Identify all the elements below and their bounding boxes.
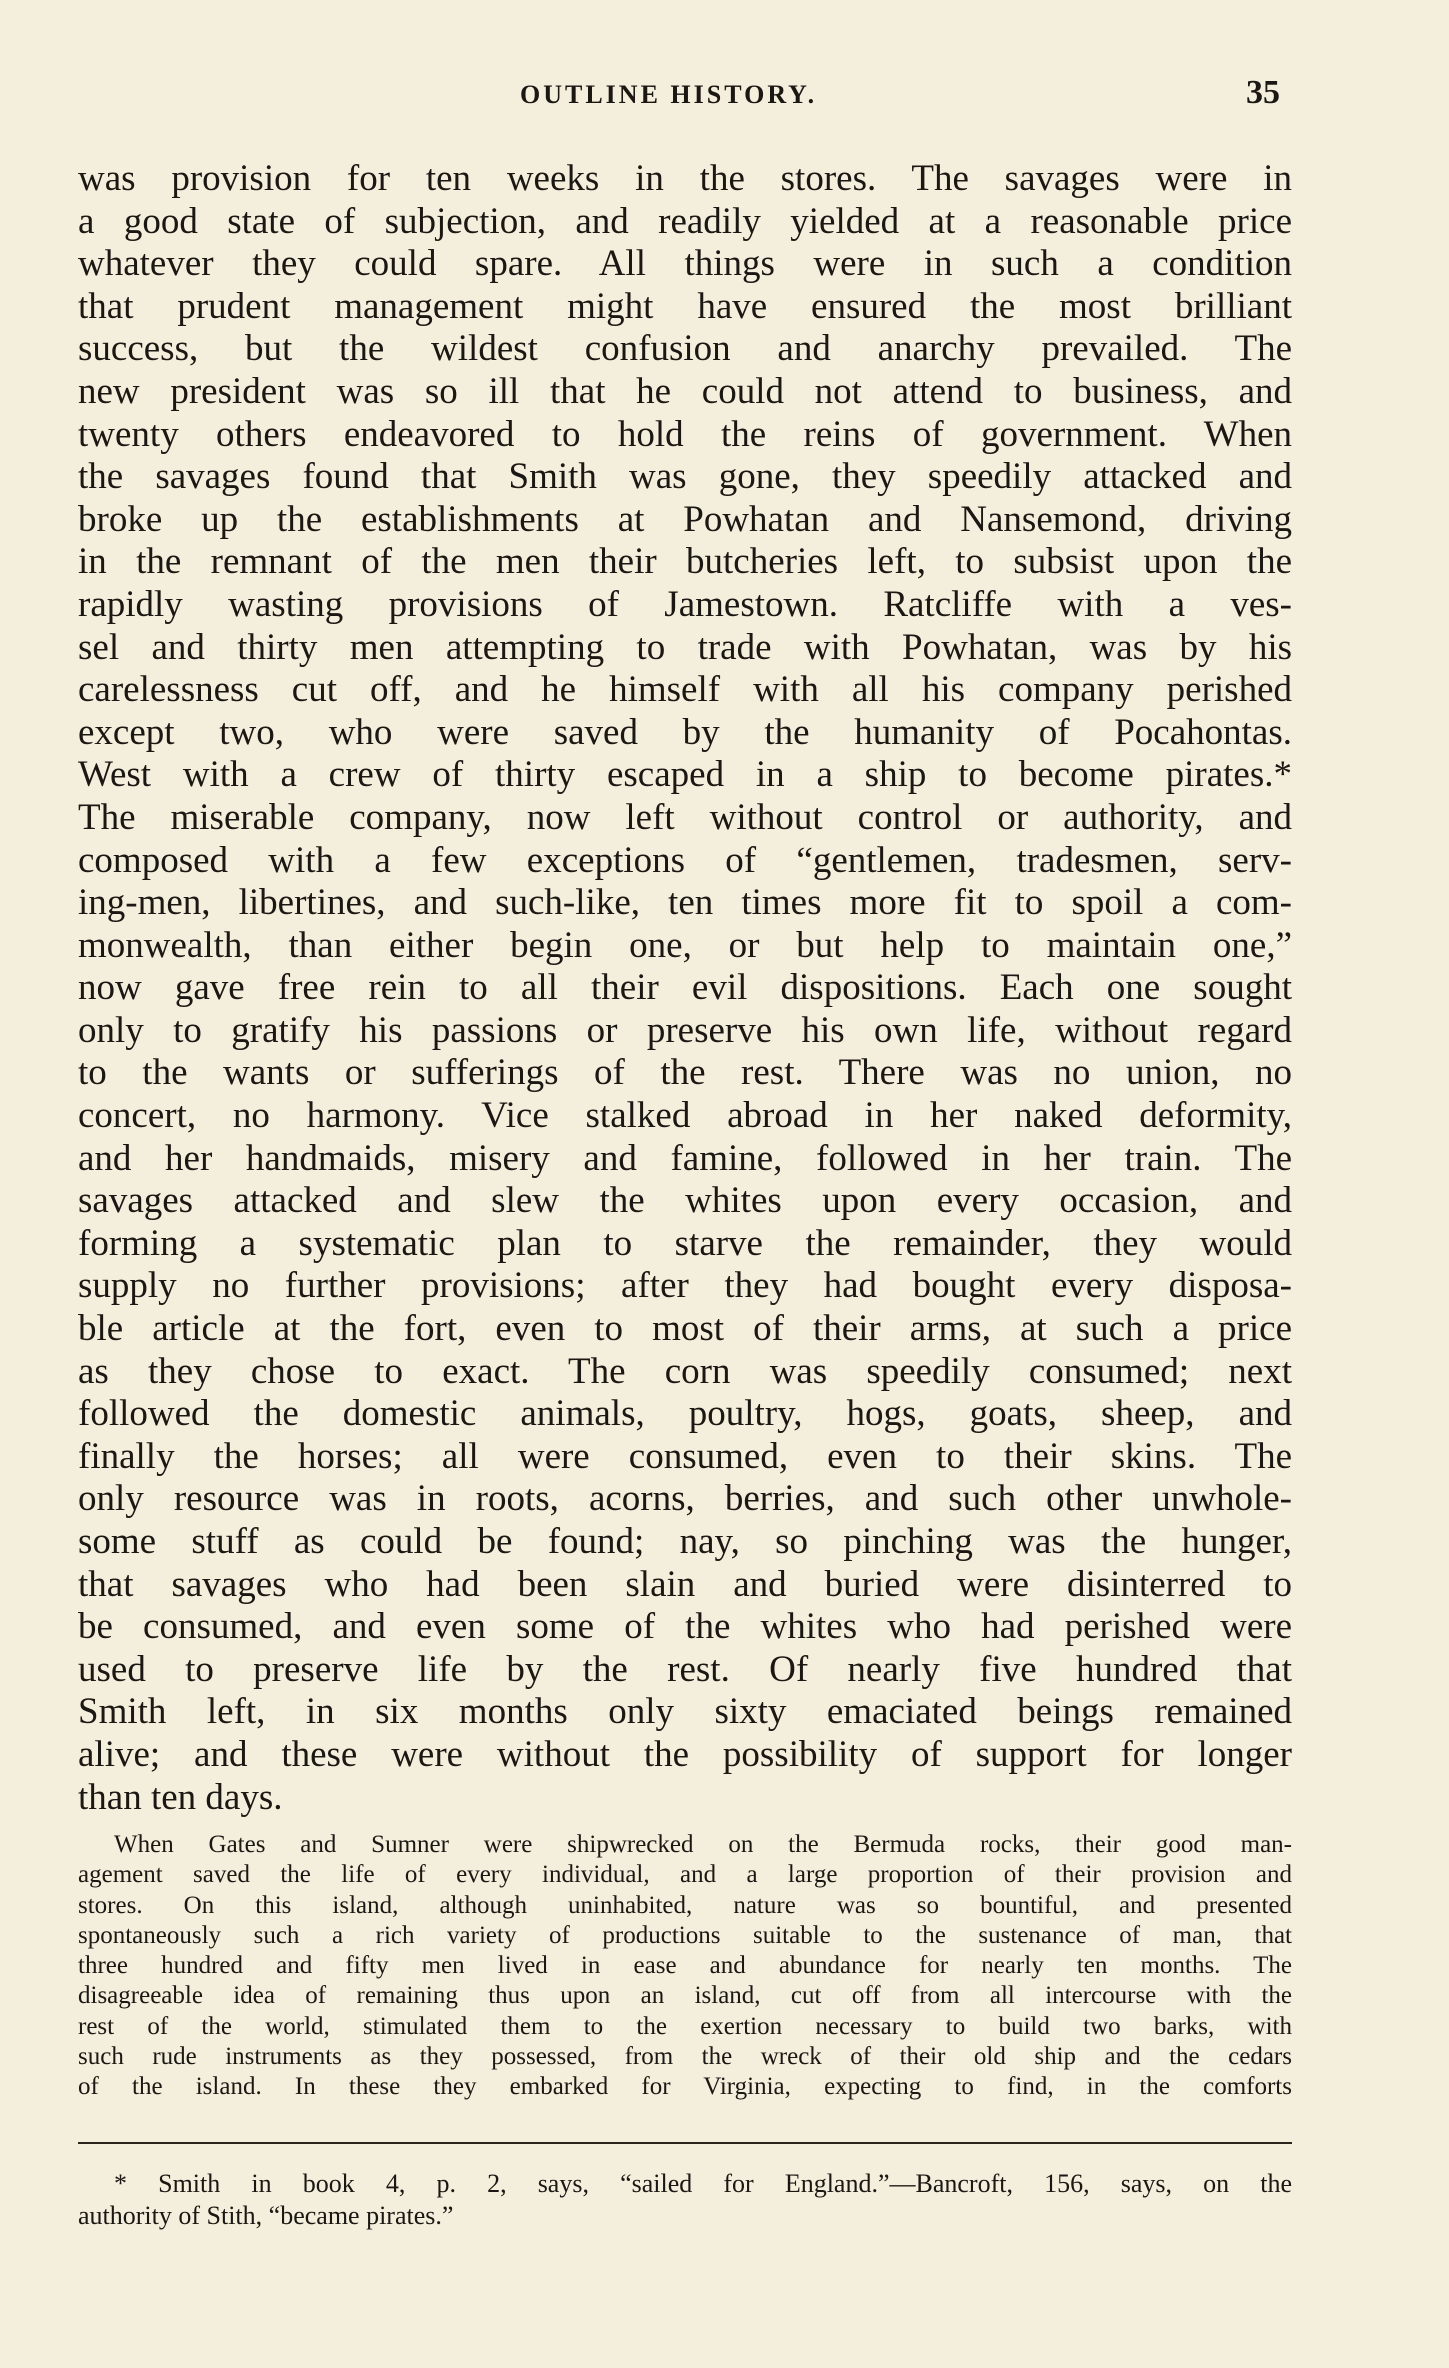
body-line: West with a crew of thirty escaped in a ship to become pirates.* bbox=[78, 754, 1292, 796]
extract-line: of the island. In these they embarked for Virginia, expecting to find, in the comforts bbox=[78, 2073, 1292, 2101]
body-line: was provision for ten weeks in the stores. The savages were in bbox=[78, 158, 1292, 199]
body-line: success, but the wildest confusion and anarchy prevailed. The bbox=[78, 328, 1292, 370]
body-line: savages attacked and slew the whites upon every occasion, and bbox=[78, 1180, 1292, 1222]
body-line: in the remnant of the men their butcheries left, to subsist upon the bbox=[78, 541, 1292, 583]
body-line: sel and thirty men attempting to trade with Powhatan, was by his bbox=[78, 626, 1292, 668]
body-line: concert, no harmony. Vice stalked abroad in her naked deformity, bbox=[78, 1095, 1292, 1137]
extract-line: When Gates and Sumner were shipwrecked on the Bermuda rocks, their good man- bbox=[114, 1831, 1292, 1858]
body-line: composed with a few exceptions of “gentlemen, tradesmen, serv- bbox=[78, 839, 1292, 881]
footnote-divider bbox=[78, 2142, 1292, 2144]
footnote bbox=[78, 2168, 1292, 2232]
body-line: ing-men, libertines, and such-like, ten times more fit to spoil a com- bbox=[78, 882, 1292, 924]
body-line: rapidly wasting provisions of Jamestown. Ratcliffe with a ves- bbox=[78, 583, 1292, 625]
body-line: than ten days. bbox=[78, 1776, 283, 1818]
extract-paragraph bbox=[78, 1830, 1292, 2103]
body-line: finally the horses; all were consumed, even to their skins. The bbox=[78, 1435, 1292, 1477]
body-line: Smith left, in six months only sixty emaciated beings remained bbox=[78, 1691, 1292, 1733]
body-line: broke up the establishments at Powhatan and Nansemond, driving bbox=[78, 498, 1292, 540]
body-line: The miserable company, now left without control or authority, and bbox=[78, 796, 1292, 838]
extract-line: disagreeable idea of remaining thus upon an island, cut off from all intercourse with the bbox=[78, 1982, 1292, 2010]
body-line: whatever they could spare. All things were in such a condition bbox=[78, 243, 1292, 285]
body-line: to the wants or sufferings of the rest. There was no union, no bbox=[78, 1052, 1292, 1094]
body-line: and her handmaids, misery and famine, followed in her train. The bbox=[78, 1137, 1292, 1179]
body-line: carelessness cut off, and he himself with all his company perished bbox=[78, 669, 1292, 711]
body-line: the savages found that Smith was gone, they speedily attacked and bbox=[78, 456, 1292, 498]
body-line: some stuff as could be found; nay, so pinching was the hunger, bbox=[78, 1521, 1292, 1562]
extract-line: stores. On this island, although uninhabited, nature was so bountiful, and presented bbox=[78, 1891, 1292, 1919]
body-line: followed the domestic animals, poultry, hogs, goats, sheep, and bbox=[78, 1393, 1292, 1435]
body-line: except two, who were saved by the humanity of Pocahontas. bbox=[78, 711, 1292, 753]
footnote-line: authority of Stith, “became pirates.” bbox=[78, 2201, 454, 2230]
body-line: only to gratify his passions or preserve his own life, without regard bbox=[78, 1009, 1292, 1051]
body-line: that prudent management might have ensured the most brilliant bbox=[78, 285, 1292, 327]
body-line: be consumed, and even some of the whites who had perished were bbox=[78, 1606, 1292, 1648]
body-line: used to preserve life by the rest. Of nearly five hundred that bbox=[78, 1648, 1292, 1690]
body-line: new president was so ill that he could not attend to business, and bbox=[78, 370, 1292, 412]
body-line: supply no further provisions; after they had bought every disposa- bbox=[78, 1265, 1292, 1307]
body-line: only resource was in roots, acorns, berries, and such other unwhole- bbox=[78, 1478, 1292, 1520]
body-line: a good state of subjection, and readily yielded at a reasonable price bbox=[78, 200, 1292, 242]
extract-line: such rude instruments as they possessed, from the wreck of their old ship and the cedars bbox=[78, 2043, 1292, 2071]
body-line: ble article at the fort, even to most of their arms, at such a price bbox=[78, 1308, 1292, 1350]
extract-line: spontaneously such a rich variety of productions suitable to the sustenance of man, that bbox=[78, 1921, 1292, 1949]
body-line: twenty others endeavored to hold the reins of government. When bbox=[78, 413, 1292, 455]
body-line: as they chose to exact. The corn was speedily consumed; next bbox=[78, 1350, 1292, 1392]
extract-line: three hundred and fifty men lived in ease and abundance for nearly ten months. The bbox=[78, 1952, 1292, 1980]
body-line: monwealth, than either begin one, or but help to maintain one,” bbox=[78, 924, 1292, 966]
main-paragraph bbox=[78, 158, 1292, 1819]
running-title: OUTLINE HISTORY. bbox=[520, 80, 818, 109]
footnote-line: * Smith in book 4, p. 2, says, “sailed for England.”—Bancroft, 156, says, on the bbox=[114, 2169, 1292, 2198]
body-line: alive; and these were without the possibility of support for longer bbox=[78, 1733, 1292, 1775]
extract-line: agement saved the life of every individual, and a large proportion of their provision and bbox=[78, 1861, 1292, 1889]
body-line: forming a systematic plan to starve the remainder, they would bbox=[78, 1222, 1292, 1264]
extract-line: rest of the world, stimulated them to the exertion necessary to build two barks, with bbox=[78, 2012, 1292, 2040]
page-number: 35 bbox=[1246, 74, 1280, 111]
body-line: that savages who had been slain and buried were disinterred to bbox=[78, 1563, 1292, 1605]
body-line: now gave free rein to all their evil dispositions. Each one sought bbox=[78, 967, 1292, 1009]
